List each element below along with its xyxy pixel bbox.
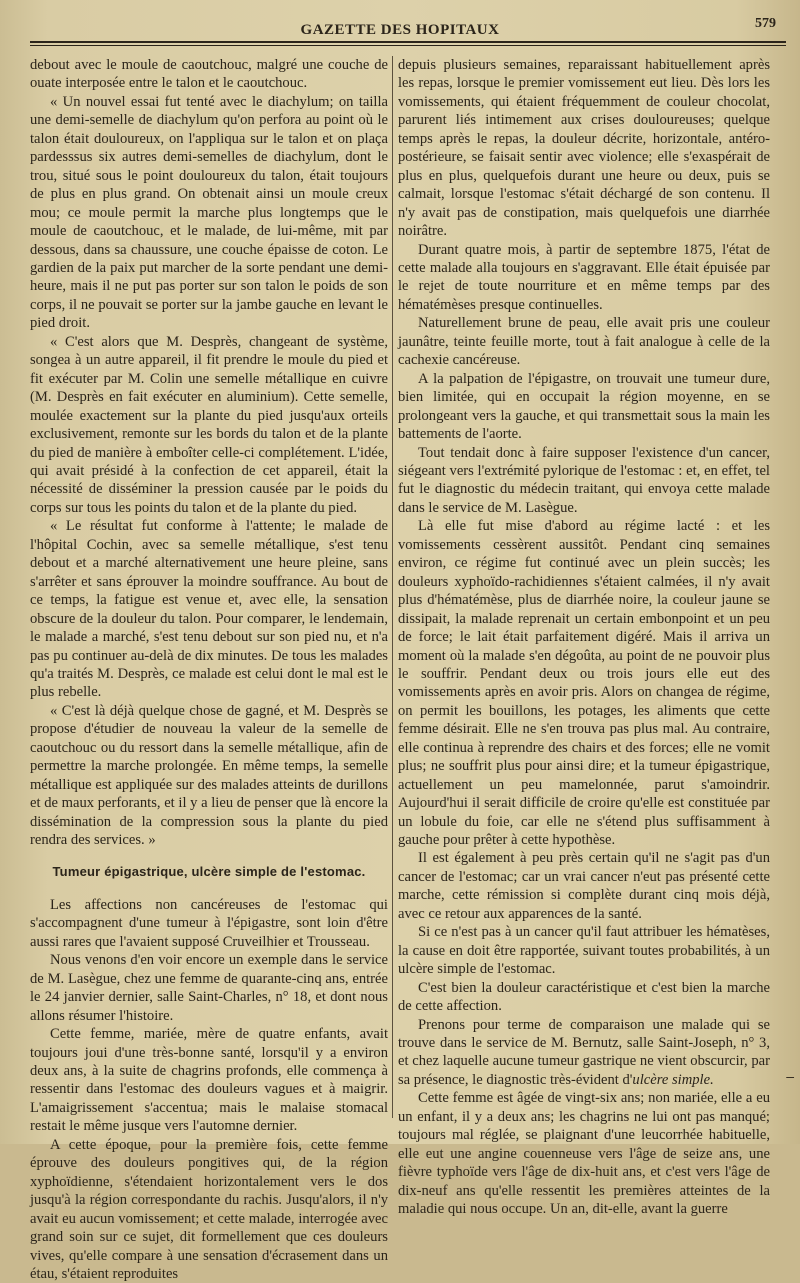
paragraph: Cette femme, mariée, mère de quatre enfants, avait toujours joui d'une très-bonne santé, lorsqu'il y a environ deux ans, à la suite de chagrins profonds, elle commença à ressentir dans l'estomac des douleurs vagues et à maigrir. L'amaigrissement s'accentua; mais le malaise stomacal restait le même jusque vers l'automne dernier. (30, 1026, 388, 1135)
page-header (0, 10, 800, 44)
paragraph: « C'est alors que M. Desprès, changeant de système, songea à un autre appareil, il fit prendre le moule du pied et fit exécuter par M. Colin une semelle métallique en cuivre (M. Desprès en fait exécuter en aluminium). Cette semelle, moulée exactement sur la plante du pied jusqu'aux orteils exclusivement, remonte sur les bords du talon et de la plante du pied de manière à emboîter celle-ci complétement. L'idée, qui avait présidé à la confection de cet appareil, était la nécessité de disséminer la pression causée par le poids du corps sur tous les points du talon et de la plante du pied. (30, 333, 388, 516)
paragraph: « Un nouvel essai fut tenté avec le diachylum; on tailla une demi-semelle de diachylum qu'on perfora au point où le talon était douloureux, on l'appliqua sur le talon et on plaça pardesssus six autres demi-semelles de diachylum, dont le trou, situé sous le point douloureux du talon, était toujours de plus en plus grand. On obtenait ainsi un moule creux mou; ce moule permit la marche plus longtemps que le moule de caoutchouc, et le malade, de lui-même, mit par dessous, dans sa chaussure, une couche épaisse de coton. Le gardien de la paix put marcher de la sorte pendant une demi-heure, mais il ne put pas porter sur son talon le poids de son corps, il ne pouvait se porter sur la jambe gauche en levant le pied droit. (30, 93, 388, 332)
paragraph (398, 1016, 770, 1090)
paragraph: Si ce n'est pas à un cancer qu'il faut attribuer les hématèses, la cause en doit être rapportée, suivant toutes probabilités, à un ulcère simple de l'estomac. (398, 924, 770, 978)
journal-title: GAZETTE DES HOPITAUX (300, 22, 500, 38)
paragraph: Nous venons d'en voir encore un exemple dans le service de M. Lasègue, chez une femme de quarante-cinq ans, entrée le 24 janvier dernier, salle Saint-Charles, n° 18, et dont nous allons résumer l'histoire. (30, 952, 388, 1024)
paragraph: Cette femme est âgée de vingt-six ans; non mariée, elle a eu un enfant, il y a deux ans; les chagrins ne lui ont pas manqué; toujours mal réglée, se plaignant d'une leucorrhée habituelle, elle eut une angine couenneuse vers l'âge de seize ans, une fièvre typhoïde vers l'âge de dix-huit ans, et c'est vers l'âge de dix-neuf ans qu'elle ressentit les premières atteintes de la maladie qui nous occupe. Un an, dit-elle, avant la guerre (398, 1090, 770, 1218)
right-column (398, 56, 770, 1219)
italic-term: ulcère simple. (632, 1071, 714, 1088)
paragraph: Là elle fut mise d'abord au régime lacté : et les vomissements cessèrent aussitôt. Pendant cinq semaines environ, ce régime fut continué avec un plein succès; les douleurs xyphoïdo-rachidiennes s'étaient calmées, il n'y avait plus d'hématémèse, plus de diarrhée noire, la couleur jaune se dissipait, la malade reprenait un certain embonpoint et un peu de force; le lait était parfaitement digéré. Mais il arriva un moment où la malade s'en dégoûta, au point de ne pouvoir plus le souffrir. Pendant deux ou trois jours elle eut des vomissements après en avoir pris. Alors on changea de régime, on permit les bouillons, les potages, les aliments que cette femme désirait. Elle ne s'en trouva pas plus mal. Au contraire, elle continua à reprendre des chairs et des forces; elle ne vomit plus; ne souffrit plus pour ainsi dire; et la tumeur épigastrique, actuellement un peu mamelonnée, parut s'amoindrir. Aujourd'hui il serait difficile de croire qu'elle est constituée par un lobule du foie, car elle ne s'étend plus suffisamment à gauche pour prêter à cette hypothèse. (398, 518, 770, 849)
paragraph: A la palpation de l'épigastre, on trouvait une tumeur dure, bien limitée, qui en occupait la région moyenne, en se prolongeant vers la gauche, et qui transmettait sous la main les battements de l'aorte. (398, 370, 770, 443)
left-column (30, 56, 388, 1283)
margin-mark: – (786, 1068, 794, 1084)
paragraph: A cette époque, pour la première fois, cette femme éprouve des douleurs pongitives qui, de la région xyphoïdienne, s'étendaient horizontalement vers le dos jusqu'à la région correspondante du rachis. Jusqu'alors, il n'y avait eu aucun vomissement; et cette malade, interrogée avec grand soin sur ce sujet, dit formellement que ces douleurs vives, qu'elle compare à une sensation d'écrasement dans un étau, s'étaient reproduites (30, 1136, 388, 1282)
page-number: 579 (755, 16, 776, 31)
paragraph: Tout tendait donc à faire supposer l'existence d'un cancer, siégeant vers l'extrémité pylorique de l'estomac : et, en effet, tel fut le diagnostic du médecin traitant, qui envoya cette malade dans le service de M. Lasègue. (398, 444, 770, 516)
paragraph: debout avec le moule de caoutchouc, malgré une couche de ouate interposée entre le talon et le caoutchouc. (30, 57, 388, 92)
paragraph: « C'est là déjà quelque chose de gagné, et M. Desprès se propose d'étudier de nouveau la valeur de la semelle de caoutchouc ou du ressort dans la semelle métallique, afin de permettre la marche prolongée. En même temps, la semelle métallique est appliquée sur des malades atteints de durillons et de maux perforants, et il y a lieu de penser que là encore la dissémination de la compression sous la plante du pied rendra des services. » (30, 702, 388, 849)
header-rule (30, 41, 786, 43)
paragraph: Durant quatre mois, à partir de septembre 1875, l'état de cette malade alla toujours en s'aggravant. Elle était épuisée par le rejet de toute nourriture et en même temps par des hématémèses presque continuelles. (398, 241, 770, 313)
column-divider (392, 56, 393, 1118)
header-rule-thin (30, 45, 786, 46)
paragraph-text: Prenons pour terme de comparaison une malade qui se trouve dans le service de M. Bernutz, salle Saint-Joseph, n° 3, et chez laquelle aucune tumeur gastrique ne vient obscurcir, par sa présence, le diagnostic très-évident d' (398, 1016, 770, 1088)
paragraph: Il est également à peu près certain qu'il ne s'agit pas d'un cancer de l'estomac; car un vrai cancer n'eut pas présenté cette marche, cette rémission si complète durant cinq mois déjà, avec ce retour aux apparences de la santé. (398, 850, 770, 922)
paragraph: C'est bien la douleur caractéristique et c'est bien la marche de cette affection. (398, 979, 770, 1015)
paragraph: Naturellement brune de peau, elle avait pris une couleur jaunâtre, teinte feuille morte, tout à fait analogue à celle de la cachexie cancéreuse. (398, 315, 770, 369)
paragraph: « Le résultat fut conforme à l'attente; le malade de l'hôpital Cochin, avec sa semelle métallique, s'est tenu debout et a marché alternativement une heure pleine, sans s'arrêter et sans éprouver la moindre souffrance. Au bout de ce temps, la fatigue est venue et, avec elle, la sensation obscure de la douleur du talon. Pour comparer, le lendemain, le malade a marché, s'est tenu debout sur son pied nu, et n'a pas pu continuer au-delà de dix minutes. De tous les malades qu'a traités M. Desprès, ce malade est celui dont le mal est le plus rebelle. (30, 518, 388, 701)
paragraph: Les affections non cancéreuses de l'estomac qui s'accompagnent d'une tumeur à l'épigastre, sont loin d'être aussi rares que l'avaient supposé Cruveilhier et Trousseau. (30, 896, 388, 950)
section-title: Tumeur épigastrique, ulcère simple de l'estomac. (52, 864, 366, 880)
paragraph: depuis plusieurs semaines, reparaissant habituellement après les repas, lorsque le premier vomissement eut lieu. Dès lors les vomissements, qui étaient fréquemment de couleur chocolat, parurent liés intimement aux crises douloureuses; quelque temps après le repas, la douleur décrite, horizontale, antéro-postérieure, se faisait sentir avec violence; elle s'exaspérait de plus en plus, quelquefois durant une heure ou deux, puis se calmait, lorsque l'estomac s'était déchargé de son contenu. Il n'y avait pas de constipation, mais quelquefois une diarrhée noirâtre. (398, 57, 770, 240)
